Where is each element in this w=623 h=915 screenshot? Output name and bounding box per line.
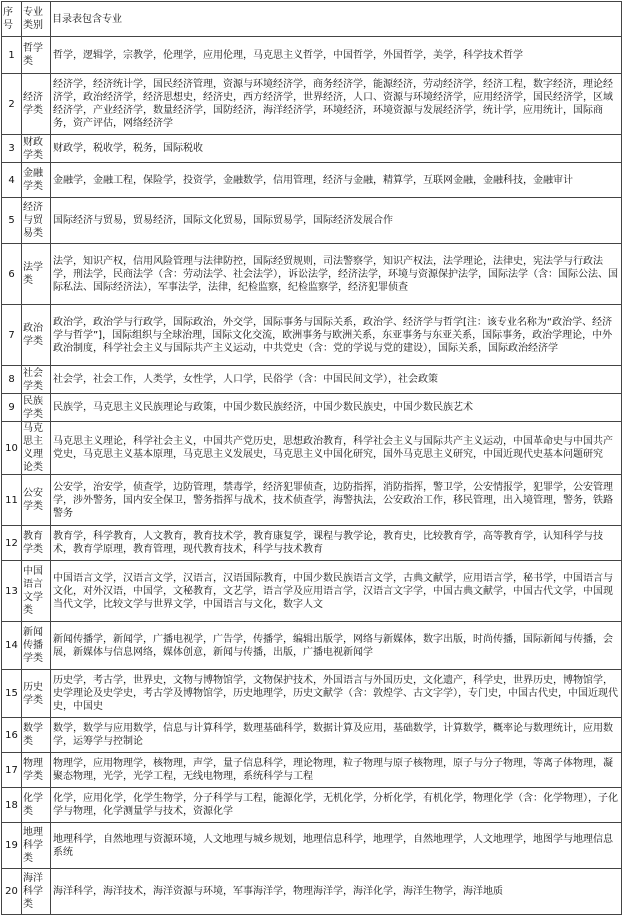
table-row — [2, 753, 622, 788]
row-category: 财政学类 — [22, 135, 51, 163]
row-majors: 化学，应用化学，化学生物学，分子科学与工程，能源化学，无机化学，分析化学，有机化学，物理化学（含：化学物理），子化学与物理，化学测量学与技术，资源化学 — [51, 788, 622, 823]
table-row — [2, 74, 622, 135]
row-category: 公安学类 — [22, 475, 51, 526]
row-category: 教育学类 — [22, 526, 51, 561]
row-majors: 马克思主义理论，科学社会主义，中国共产党历史，思想政治教育，科学社会主义与国际共产主义运动，中国革命史与中国共产党史，马克思主义基本原理，马克思主义发展史，马克思主义中国化研究，国外马克思主义研究，中国近现代史基本问题研究 — [51, 422, 622, 475]
row-majors: 经济学，经济统计学，国民经济管理，资源与环境经济学，商务经济学，能源经济，劳动经济学，经济工程，数字经济，理论经济学，政治经济学，经济思想史，经济史，西方经济学，世界经济，人口、资源与环境经济学，应用经济学，国民经济学，区域经济学，产业经济学，数量经济学，国防经济，海洋经济学，环境经济，环境资源与发展经济学，统计学，应用统计，国际商务，资产评估，网络经济学 — [51, 74, 622, 135]
row-category: 数学类 — [22, 718, 51, 753]
row-num: 4 — [2, 163, 22, 198]
table-row — [2, 422, 622, 475]
table-row — [2, 366, 622, 394]
row-majors: 财政学，税收学，税务，国际税收 — [51, 135, 622, 163]
row-category: 物理学类 — [22, 753, 51, 788]
row-majors: 历史学，考古学，世界史，文物与博物馆学，文物保护技术，外国语言与外国历史，文化遗产，科学史，世界历史，博物馆学，史学理论及史学史，考古学及博物馆学，历史地理学，历史文献学（含：敦煌学、古文字学），专门史，中国古代史，中国近现代史，中国史 — [51, 670, 622, 718]
row-category: 法学类 — [22, 244, 51, 305]
row-num: 9 — [2, 394, 22, 422]
row-num: 2 — [2, 74, 22, 135]
row-majors: 哲学，逻辑学，宗教学，伦理学，应用伦理，马克思主义哲学，中国哲学，外国哲学，美学，科学技术哲学 — [51, 37, 622, 74]
row-majors: 民族学，马克思主义民族理论与政策，中国少数民族经济，中国少数民族史，中国少数民族艺术 — [51, 394, 622, 422]
row-num: 18 — [2, 788, 22, 823]
row-num: 5 — [2, 198, 22, 244]
row-category: 社会学类 — [22, 366, 51, 394]
row-majors: 数学，数学与应用数学，信息与计算科学，数理基础科学，数据计算及应用，基础数学，计算数学，概率论与数理统计，应用数学，运筹学与控制论 — [51, 718, 622, 753]
table-row — [2, 622, 622, 670]
row-majors: 海洋科学，海洋技术，海洋资源与环境，军事海洋学，物理海洋学，海洋化学，海洋生物学，海洋地质 — [51, 869, 622, 915]
row-majors: 法学，知识产权，信用风险管理与法律防控，国际经贸规则，司法警察学，知识产权法，法学理论，法律史，宪法学与行政法学，刑法学，民商法学（含：劳动法学、社会法学），诉讼法学，经济法学，环境与资源保护法学，国际法学（含：国际公法、国际私法、国际经济法），军事法学，法律，纪检监察，纪检监察学，经济犯罪侦查 — [51, 244, 622, 305]
header-category: 专业类别 — [22, 2, 51, 37]
table-row — [2, 244, 622, 305]
row-category: 海洋科学类 — [22, 869, 51, 915]
row-num: 3 — [2, 135, 22, 163]
row-category: 化学类 — [22, 788, 51, 823]
row-category: 民族学类 — [22, 394, 51, 422]
header-num: 序号 — [2, 2, 22, 37]
row-num: 19 — [2, 823, 22, 869]
row-majors: 中国语言文学，汉语言文学，汉语言，汉语国际教育，中国少数民族语言文学，古典文献学，应用语言学，秘书学，中国语言与文化，对外汉语，中国学，文秘教育，文艺学，语言学及应用语言学，汉语言文字学，中国古典文献学，中国古代文学，中国现当代文学，比较文学与世界文学，中国语言与文化，数字人文 — [51, 561, 622, 622]
table-row — [2, 135, 622, 163]
table-row — [2, 823, 622, 869]
row-num: 12 — [2, 526, 22, 561]
table-row — [2, 561, 622, 622]
row-majors: 教育学，科学教育，人文教育，教育技术学，教育康复学，课程与教学论，教育史，比较教育学，高等教育学，认知科学与技术，教育学原理，教育管理，现代教育技术，科学与技术教育 — [51, 526, 622, 561]
row-majors: 公安学，治安学，侦查学，边防管理，禁毒学，经济犯罪侦查，边防指挥，消防指挥，警卫学，公安情报学，犯罪学，公安管理学，涉外警务，国内安全保卫，警务指挥与战术，技术侦查学，海警执法，公安政治工作，移民管理，出入境管理，警务，铁路警务 — [51, 475, 622, 526]
header-majors: 目录表包含专业 — [51, 2, 622, 37]
row-majors: 金融学，金融工程，保险学，投资学，金融数学，信用管理，经济与金融，精算学，互联网金融，金融科技，金融审计 — [51, 163, 622, 198]
row-category: 经济学类 — [22, 74, 51, 135]
table-row — [2, 198, 622, 244]
table-row — [2, 394, 622, 422]
table-row — [2, 163, 622, 198]
table-row — [2, 475, 622, 526]
row-num: 16 — [2, 718, 22, 753]
row-category: 金融学类 — [22, 163, 51, 198]
row-majors: 地理科学，自然地理与资源环境，人文地理与城乡规划，地理信息科学，地理学，自然地理学，人文地理学，地图学与地理信息系统 — [51, 823, 622, 869]
row-category: 新闻传播学类 — [22, 622, 51, 670]
row-num: 11 — [2, 475, 22, 526]
row-category: 政治学类 — [22, 305, 51, 366]
row-category: 中国语言文学类 — [22, 561, 51, 622]
row-num: 8 — [2, 366, 22, 394]
row-category: 历史学类 — [22, 670, 51, 718]
row-majors: 社会学，社会工作，人类学，女性学，人口学，民俗学（含：中国民间文学），社会政策 — [51, 366, 622, 394]
row-majors: 国际经济与贸易，贸易经济，国际文化贸易，国际贸易学，国际经济发展合作 — [51, 198, 622, 244]
table-row — [2, 526, 622, 561]
row-num: 14 — [2, 622, 22, 670]
table-row — [2, 305, 622, 366]
row-category: 马克思主义理论类 — [22, 422, 51, 475]
table-row — [2, 670, 622, 718]
row-majors: 物理学，应用物理学，核物理，声学，量子信息科学，理论物理，粒子物理与原子核物理，原子与分子物理，等离子体物理，凝聚态物理，光学，光学工程，无线电物理，系统科学与工程 — [51, 753, 622, 788]
row-category: 地理科学类 — [22, 823, 51, 869]
row-num: 17 — [2, 753, 22, 788]
row-num: 15 — [2, 670, 22, 718]
row-category: 哲学类 — [22, 37, 51, 74]
row-majors: 政治学，政治学与行政学，国际政治，外交学，国际事务与国际关系，政治学、经济学与哲学[注：该专业名称为“政治学、经济学与哲学”]，国际组织与全球治理，国际文化交流，欧洲事务与欧洲关系，东亚事务与东亚关系，国际事务，政治学理论，中外政治制度，科学社会主义与国际共产主义运动，中共党史（含：党的学说与党的建设），国际关系，国际政治经济学 — [51, 305, 622, 366]
row-num: 13 — [2, 561, 22, 622]
table-row — [2, 788, 622, 823]
row-num: 20 — [2, 869, 22, 915]
header-row — [2, 2, 622, 37]
table-row — [2, 869, 622, 915]
row-category: 经济与贸易类 — [22, 198, 51, 244]
row-num: 6 — [2, 244, 22, 305]
row-num: 7 — [2, 305, 22, 366]
row-majors: 新闻传播学，新闻学，广播电视学，广告学，传播学，编辑出版学，网络与新媒体，数字出版，时尚传播，国际新闻与传播，会展，新媒体与信息网络，媒体创意，新闻与传播，出版，广播电视新闻学 — [51, 622, 622, 670]
table-row — [2, 718, 622, 753]
row-num: 1 — [2, 37, 22, 74]
majors-table — [1, 1, 622, 915]
row-num: 10 — [2, 422, 22, 475]
table-row — [2, 37, 622, 74]
